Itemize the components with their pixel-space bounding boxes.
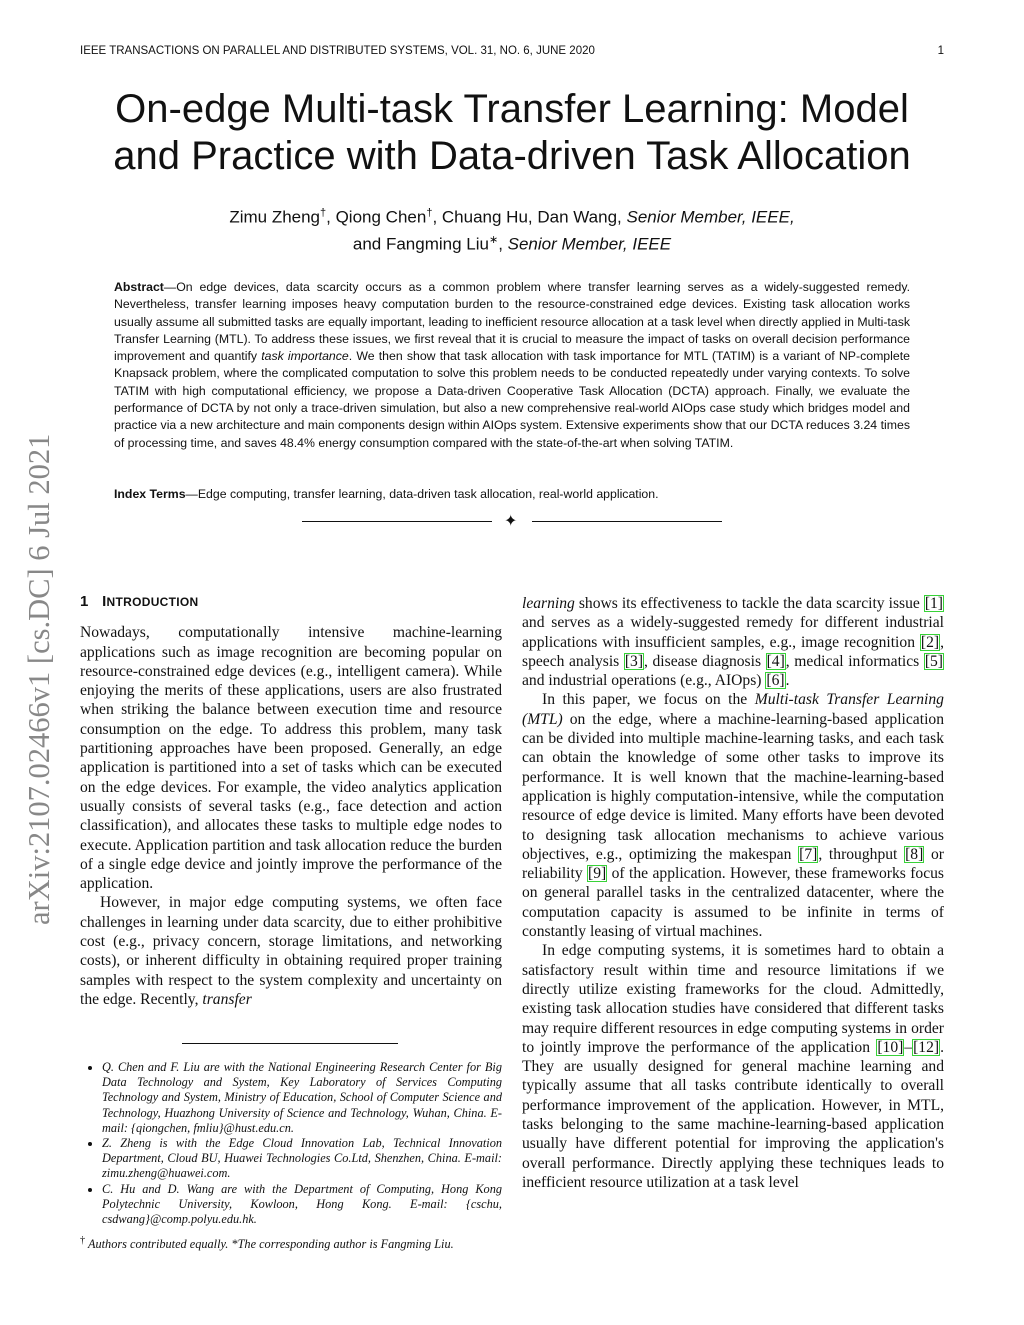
text-span: , Chuang Hu, Dan Wang, [432, 207, 627, 227]
text-span: or reliability [522, 845, 944, 883]
text-span: of the application. However, these frameworks focus on general parallel tasks in the centralized datacenter, where the computation capacity is assumed to be infinite in terms of constantly leasing of virtual machines. [522, 865, 944, 941]
divider-star: ✦ [504, 513, 518, 530]
text-span: Zimu Zheng [229, 207, 321, 227]
text-span: , throughput [818, 845, 905, 863]
citation-link[interactable]: [3] [624, 652, 644, 670]
emphasis-text: Senior Member, IEEE [507, 234, 672, 254]
text-span: . They are usually designed for general machine learning and typically assume that all tasks contribute identically to overall performance improvement of the application. However, in MTL, tasks belonging to the same machine-learning-based application usually have different potential for improving the application's overall performance. Directly applying these techniques leads to inefficient resource utilization at a task level [522, 1038, 944, 1191]
text-span: —Edge computing, transfer learning, data-driven task allocation, real-world application. [185, 487, 659, 501]
body-paragraph [522, 594, 944, 690]
equal-contribution-text: Authors contributed equally. *The corresponding author is Fangming Liu. [87, 1237, 454, 1252]
affiliation-mark: † [320, 207, 327, 219]
equal-contribution-note [80, 1233, 502, 1252]
author-line [80, 229, 944, 256]
page-number: 1 [937, 45, 944, 57]
citation-link[interactable]: [4] [766, 652, 785, 670]
body-paragraph [80, 893, 502, 1009]
citation-link[interactable]: [1] [924, 595, 943, 612]
dagger-mark: † [80, 1235, 86, 1247]
title-line: and Practice with Data-driven Task Allocation [113, 134, 911, 178]
affiliation-footnote: • Z. Zheng is with the Edge Cloud Innovation Lab, Technical Innovation Department, Cloud BU, Huawei Technologies Co.Ltd, Shenzhen, China. E-mail: zimu.zheng@huawei.com. [102, 1136, 502, 1182]
emphasis-text: Multi-task Transfer Learning (MTL) [522, 691, 944, 728]
divider-rule [532, 521, 722, 522]
citation-link[interactable]: [10] [877, 1038, 904, 1056]
left-column [80, 592, 502, 1009]
bold-label: Index Terms [114, 487, 186, 501]
text-span: In edge computing systems, it is sometimes hard to obtain a satisfactory result within time and resource limitations if we directly utilize existing frameworks for the cloud. Admittedly, existing task allocation studies have considered that different tasks may require different resources in edge computing systems in order to jointly improve the performance of the application [522, 942, 944, 1056]
text-span: However, in major edge computing systems, we often face challenges in learning under data scarcity, due to either prohibitive cost (e.g., privacy concern, storage limitations, and networking costs), or inherent difficulty in obtaining required proper training samples with respect to the system complexity and uncertainty on the edge. Recently, [80, 894, 502, 1008]
text-span: shows its effectiveness to tackle the data scarcity issue [574, 595, 924, 612]
paper-title [60, 86, 964, 180]
citation-link[interactable]: [2] [920, 633, 940, 651]
citation-link[interactable]: [5] [924, 652, 943, 670]
text-span: , [498, 234, 508, 254]
section-heading [80, 592, 502, 612]
journal-name: IEEE TRANSACTIONS ON PARALLEL AND DISTRIBUTED SYSTEMS, VOL. 31, NO. 6, JUNE 2020 [80, 45, 595, 57]
running-header [80, 45, 944, 57]
body-paragraph [80, 623, 502, 893]
section-number: 1 [80, 593, 89, 610]
abstract [114, 279, 910, 452]
text-span: , disease diagnosis [644, 652, 766, 670]
section-divider [302, 514, 722, 530]
text-span: and industrial operations (e.g., AIOps) [522, 672, 766, 690]
body-paragraph [522, 690, 944, 941]
text-span: , speech analysis [522, 633, 944, 670]
text-span: . [785, 672, 790, 690]
text-span: In this paper, we focus on the [542, 691, 755, 709]
right-column [522, 594, 944, 1192]
text-span: and Fangming Liu [352, 234, 489, 254]
affiliation-footnote: • Q. Chen and F. Liu are with the National Engineering Research Center for Big Data Technology and System, Key Laboratory of Services Computing Technology and System, Ministry of Education, School of Computer Science and Technology, Huazhong University of Science and Technology, Wuhan, China. E-mail: {qiongchen, fmliu}@hust.edu.cn. [102, 1060, 502, 1136]
text-span: —On edge devices, data scarcity occurs as a common problem where transfer learning serves as a widely-suggested remedy. Nevertheless, transfer learning imposes heavy computation burden to the resource-constrained edge devices. Existing task allocation works usually assume all submitted tasks are equally important, leading to inefficient resource allocation at a task level when directly applied in Multi-task Transfer Learning (MTL). To address these issues, we first reveal that it is crucial to measure the impact of tasks on overall decision performance improvement and quantify [114, 280, 910, 364]
citation-link[interactable]: [12] [913, 1038, 940, 1056]
divider-rule [302, 521, 492, 522]
emphasis-text: task importance [261, 349, 349, 364]
citation-link[interactable]: [8] [905, 845, 924, 863]
text-span: Nowadays, computationally intensive machine-learning applications such as image recognition are becoming popular on resource-constrained edge devices (e.g., intelligent camera). While enjoying the merits of these applications, users are also frustrated when striking the balance between execution time and resource consumption on the edge. To address this problem, many task partitioning approaches have been proposed. Generally, an edge application is partitioned into a set of tasks which can be executed on the edge devices. For example, the video analytics application usually consists of several tasks (e.g., face detection and action classification), and allocates these tasks to multiple edge nodes to execute. Application partition and task allocation reduce the burden of a single edge device and jointly improve the performance of the application. [80, 624, 502, 893]
text-span: on the edge, where a machine-learning-based application can be divided into multiple machine-learning tasks, and each task can obtain the knowledge of some other tasks to improve its performance. It is well known that the machine-learning-based application is highly computation-intensive, while the computation resource of edge device is limited. Many efforts have been devoted to designing task allocation mechanisms to achieve various objectives, e.g., optimizing the makespan [522, 710, 944, 863]
affiliation-mark: ∗ [488, 233, 499, 246]
affiliation-footnote: • C. Hu and D. Wang are with the Department of Computing, Hong Kong Polytechnic University, Kowloon, Hong Kong. E-mail: {cschu, csdwang}@comp.polyu.edu.hk. [102, 1182, 502, 1228]
citation-link[interactable]: [7] [799, 845, 818, 863]
text-span: – [904, 1038, 913, 1056]
emphasis-text: Senior Member, IEEE, [626, 207, 795, 227]
text-span: , Qiong Chen [326, 207, 427, 227]
section-title-rest: NTRODUCTION [106, 595, 199, 609]
body-paragraph [522, 941, 944, 1192]
text-span: . We then show that task allocation with task importance for MTL (TATIM) is a variant of NP-complete Knapsack problem, where the complicated computation to solve this problem needs to be conducted repeatedly under varying contexts. To solve TATIM with high computational efficiency, we propose a Data-driven Cooperative Task Allocation (DCTA) approach. Finally, we evaluate the performance of DCTA by not only a trace-driven simulation, but also a new comprehensive real-world AIOps case study which bridges model and practice via a new architecture and main components design within AIOps system. Extensive experiments show that our DCTA reduces 3.24 times of processing time, and saves 48.4% energy consumption compared with the state-of-the-art when solving TATIM. [114, 349, 910, 450]
author-list [80, 202, 944, 255]
citation-link[interactable]: [6] [766, 672, 785, 690]
arxiv-stamp: arXiv:2107.02466v1 [cs.DC] 6 Jul 2021 [22, 433, 56, 925]
text-span: , medical informatics [785, 652, 924, 670]
author-line [80, 202, 944, 229]
footnotes [80, 1060, 502, 1253]
affiliation-mark: † [426, 207, 433, 219]
citation-link[interactable]: [9] [588, 865, 607, 883]
footnote-rule [182, 1043, 398, 1044]
index-terms [114, 487, 910, 501]
section-title-initial: I [102, 593, 107, 610]
bold-label: Abstract [114, 280, 164, 294]
emphasis-text: learning [522, 595, 575, 612]
title-line: On-edge Multi-task Transfer Learning: Model [115, 87, 909, 131]
emphasis-text: transfer [202, 990, 252, 1008]
text-span: and serves as a widely-suggested remedy for different industrial applications with insufficient samples, e.g., image recognition [522, 614, 944, 651]
